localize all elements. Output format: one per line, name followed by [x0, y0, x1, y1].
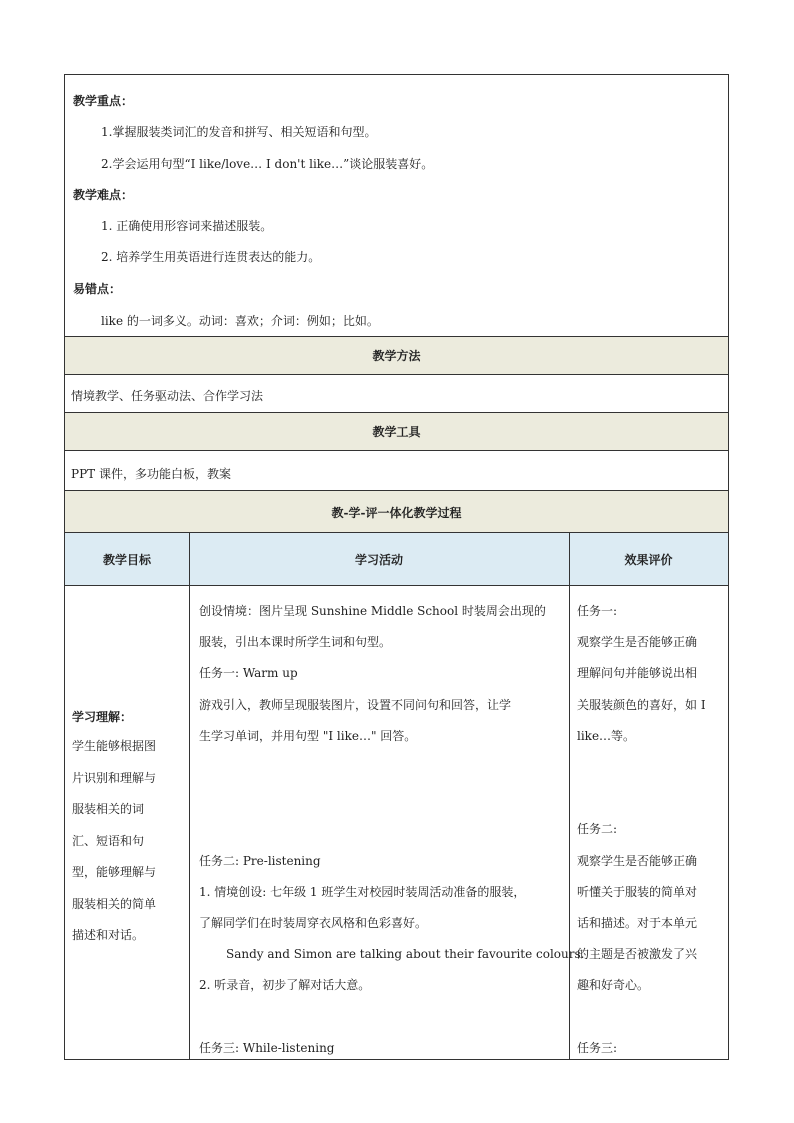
col-evaluation-header: 效果评价 [624, 553, 673, 567]
focus-item-2: 2.学会运用句型“I like/love… I don't like…”谈论服装喜好。 [101, 157, 434, 171]
eval-task2-line: 观察学生是否能够正确 [577, 854, 698, 868]
lesson-plan-table [64, 74, 729, 1060]
eval-task1-line: like…等。 [577, 729, 636, 743]
difficulty-item-2: 2. 培养学生用英语进行连贯表达的能力。 [101, 250, 321, 264]
eval-task1-line: 理解问句并能够说出相 [577, 666, 698, 680]
eval-task1-title: 任务一: [577, 604, 618, 618]
goal-line: 服装相关的词 [72, 802, 145, 816]
task1-title: 任务一: Warm up [199, 666, 298, 680]
method-title: 教学方法 [372, 349, 421, 363]
eval-task2-line: 的主题是否被激发了兴 [577, 947, 698, 961]
method-title-row [65, 336, 728, 375]
goal-line: 服装相关的简单 [72, 896, 157, 911]
difficulty-item-1: 1. 正确使用形容词来描述服装。 [101, 219, 273, 233]
eval-task1-line: 观察学生是否能够正确 [577, 635, 698, 649]
task1-line-1: 游戏引入，教师呈现服装图片，设置不同问句和回答，让学 [199, 698, 512, 712]
goal-line: 描述和对话。 [72, 928, 145, 942]
tools-content: PPT 课件，多功能白板，教案 [71, 467, 231, 481]
process-header-row [65, 533, 728, 586]
goal-line: 片识别和理解与 [72, 770, 157, 785]
activity-intro-2: 服装，引出本课时所学生词和句型。 [199, 635, 392, 649]
focus-heading: 教学重点： [73, 94, 134, 108]
eval-task2-line: 话和描述。对于本单元 [577, 916, 698, 930]
col-activity-header: 学习活动 [354, 553, 403, 567]
method-content: 情境教学、任务驱动法、合作学习法 [71, 389, 264, 403]
error-prone-text: like 的一词多义。动词：喜欢；介词：例如；比如。 [101, 314, 379, 328]
column-divider-2 [569, 533, 570, 1060]
tools-title-row [65, 412, 728, 451]
goal-heading: 学习理解： [72, 710, 133, 724]
focus-item-1: 1.掌握服装类词汇的发音和拼写、相关短语和句型。 [101, 125, 377, 139]
task3-title: 任务三: While-listening [199, 1041, 335, 1055]
task2-line-3: Sandy and Simon are talking about their favourite colours. [226, 947, 585, 961]
eval-task3-title: 任务三: [577, 1041, 618, 1055]
eval-task1-line: 关服装颜色的喜好，如 I [577, 698, 706, 712]
column-divider-1 [189, 533, 190, 1060]
goal-line: 汇、短语和句 [72, 833, 145, 848]
goal-line: 学生能够根据图 [72, 739, 157, 753]
eval-task2-line: 听懂关于服装的简单对 [577, 885, 698, 899]
error-prone-heading: 易错点： [73, 282, 122, 296]
process-title-row [65, 490, 728, 533]
task2-line-4: 2. 听录音，初步了解对话大意。 [199, 978, 371, 992]
activity-intro-1: 创设情境：图片呈现 Sunshine Middle School 时装周会出现的 [199, 604, 546, 618]
difficulty-heading: 教学难点： [73, 188, 134, 202]
task2-title: 任务二: Pre-listening [199, 854, 321, 868]
tools-title: 教学工具 [372, 425, 421, 439]
task1-line-2: 生学习单词，并用句型 "I like…" 回答。 [199, 729, 417, 743]
goal-line: 型，能够理解与 [72, 865, 157, 879]
task2-line-2: 了解同学们在时装周穿衣风格和色彩喜好。 [199, 916, 428, 930]
eval-task2-line: 趣和好奇心。 [577, 978, 650, 992]
process-title: 教-学-评一体化教学过程 [331, 506, 462, 520]
task2-line-1: 1. 情境创设: 七年级 1 班学生对校园时装周活动准备的服装， [199, 885, 526, 899]
col-goal-header: 教学目标 [102, 553, 151, 567]
eval-task2-title: 任务二: [577, 822, 618, 836]
